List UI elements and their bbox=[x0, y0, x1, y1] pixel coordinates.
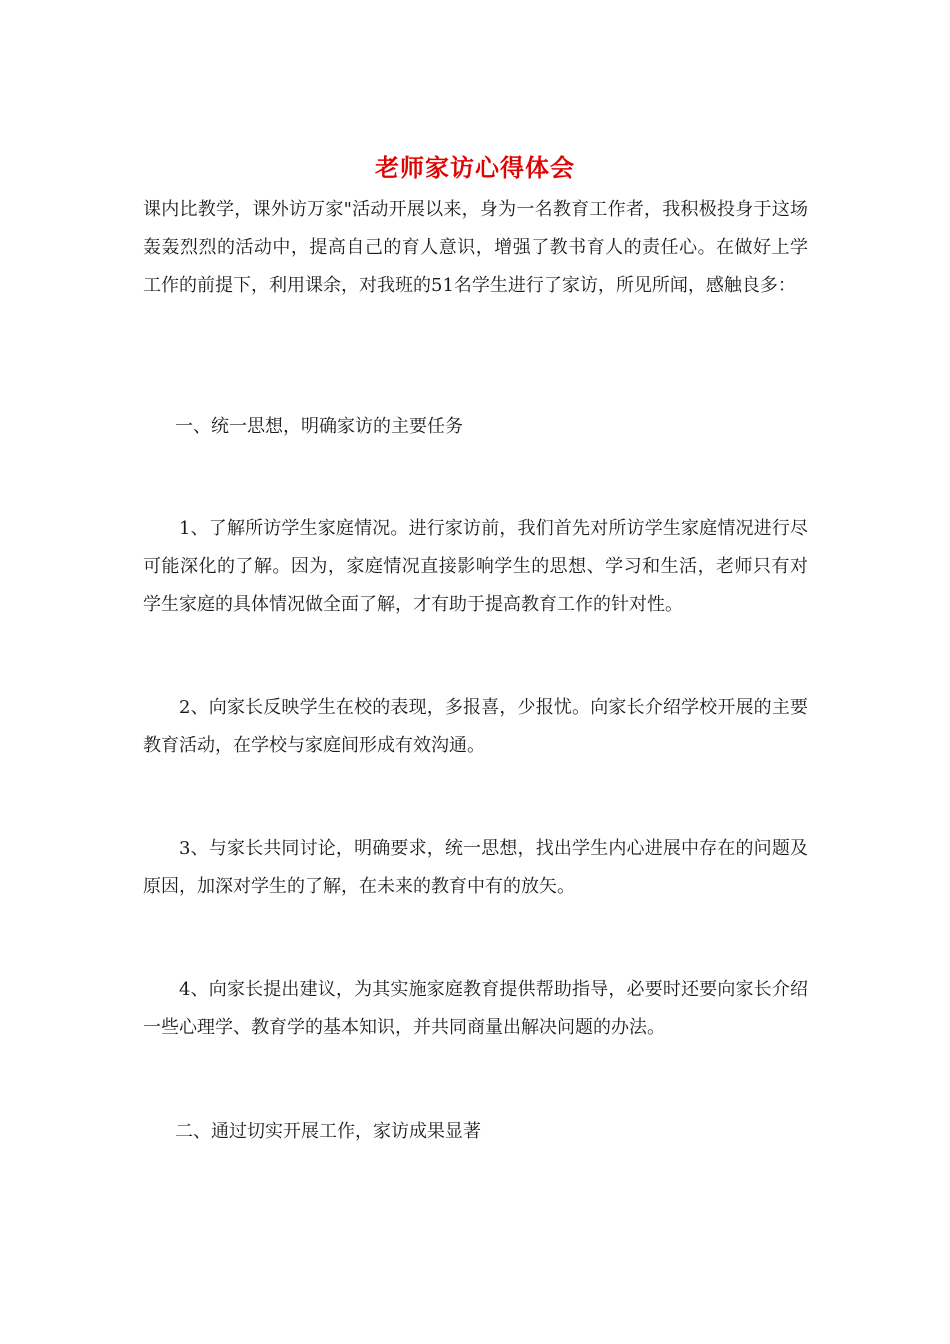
section-heading-2: 二、通过切实开展工作，家访成果显著 bbox=[175, 1121, 481, 1142]
section-heading-1: 一、统一思想，明确家访的主要任务 bbox=[175, 416, 463, 437]
list-item-1: 1、了解所访学生家庭情况。进行家访前，我们首先对所访学生家庭情况进行尽可能深化的了解。因为，家庭情况直接影响学生的思想、学习和生活，老师只有对学生家庭的具体情况做全面了解，才有助于提高教育工作的针对性。 bbox=[143, 518, 808, 615]
intro-paragraph: 课内比教学，课外访万家"活动开展以来，身为一名教育工作者，我积极投身于这场轰轰烈烈的活动中，提高自己的育人意识，增强了教书育人的责任心。在做好上学工作的前提下，利用课余，对我班的51名学生进行了家访，所见所闻，感触良多： bbox=[143, 199, 808, 296]
list-item-2: 2、向家长反映学生在校的表现，多报喜，少报忧。向家长介绍学校开展的主要教育活动，在学校与家庭间形成有效沟通。 bbox=[143, 697, 808, 756]
list-item-4: 4、向家长提出建议，为其实施家庭教育提供帮助指导，必要时还要向家长介绍一些心理学、教育学的基本知识，并共同商量出解决问题的办法。 bbox=[143, 979, 808, 1038]
document-title: 老师家访心得体会 bbox=[375, 153, 575, 182]
list-item-3: 3、与家长共同讨论，明确要求，统一思想，找出学生内心进展中存在的问题及原因，加深对学生的了解，在未来的教育中有的放矢。 bbox=[143, 838, 808, 897]
